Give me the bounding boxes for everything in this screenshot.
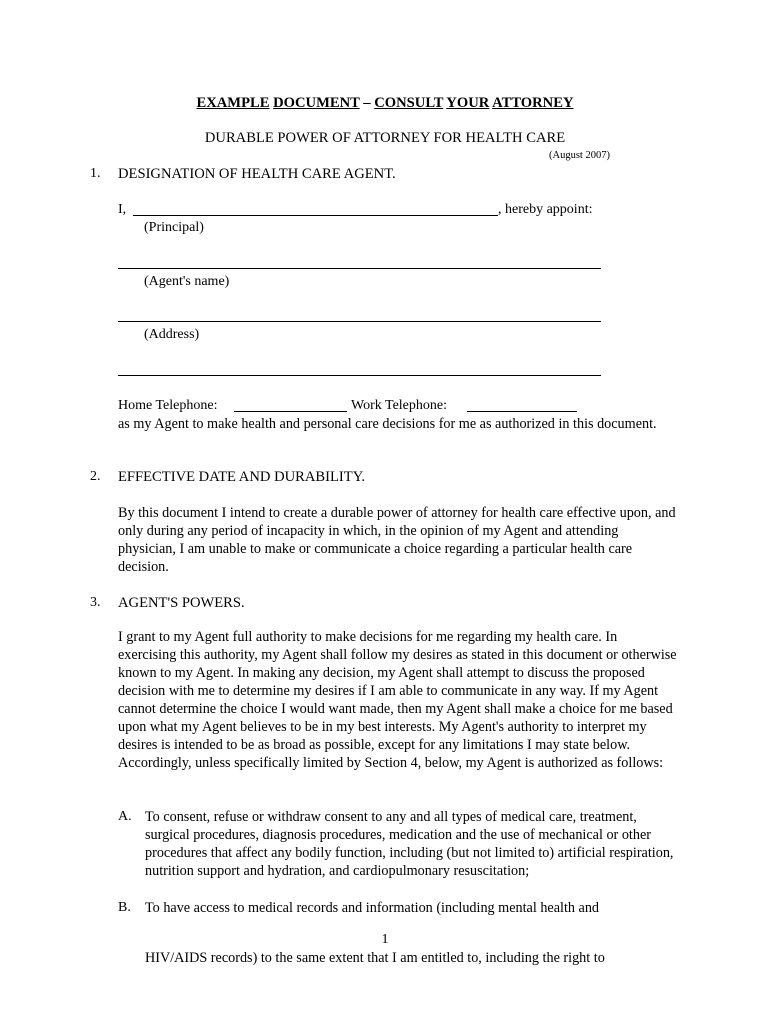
section-3-number: 3. xyxy=(90,595,101,610)
section-3-heading: AGENT'S POWERS. xyxy=(118,595,245,611)
section-3-body: I grant to my Agent full authority to make decisions for me regarding my health care. In exercising this authority, my Agent shall follow my desires as stated in this document or otherwise known to my Agent. In making any decision, my Agent shall attempt to discuss the proposed decision with me to determine my desires if I am able to communicate in any way. If my Agent cannot determine the choice I would want made, then my Agent shall make a choice for me based upon what my Agent believes to be in my best interests. My Agent's authority to interpret my desires is intended to be as broad as possible, except for any limitations I may state below. Accordingly, unless specifically limited by Section 4, below, my Agent is authorized as follows: xyxy=(118,629,677,771)
appoint-text: , hereby appoint: xyxy=(498,202,593,217)
section-2-body: By this document I intend to create a durable power of attorney for health care effective upon, and only during any period of incapacity in which, in the opinion of my Agent and attending physician, I am unable to make or communicate a choice regarding a particular health care decision. xyxy=(118,505,676,575)
document-title xyxy=(0,94,770,112)
title-word: CONSULT xyxy=(374,95,444,111)
section-2-heading: EFFECTIVE DATE AND DURABILITY. xyxy=(118,469,366,485)
agent-name-label: (Agent's name) xyxy=(144,274,230,289)
list-item-a-letter: A. xyxy=(118,809,132,824)
title-word: YOUR xyxy=(446,95,490,111)
section-1-heading: DESIGNATION OF HEALTH CARE AGENT. xyxy=(118,166,396,182)
principal-name-field[interactable] xyxy=(133,215,498,216)
title-word: DOCUMENT xyxy=(273,95,360,111)
agent-name-field[interactable] xyxy=(118,268,601,269)
document-date: (August 2007) xyxy=(549,150,610,161)
continuation-text: HIV/AIDS records) to the same extent that I am entitled to, including the right to xyxy=(145,950,605,966)
address-field[interactable] xyxy=(118,321,601,322)
title-word: ATTORNEY xyxy=(492,95,574,111)
section-2-number: 2. xyxy=(90,469,101,484)
section-1-body: as my Agent to make health and personal care decisions for me as authorized in this document. xyxy=(118,416,657,432)
address-field-2[interactable] xyxy=(118,375,601,376)
home-phone-label: Home Telephone: xyxy=(118,398,218,413)
home-phone-field[interactable] xyxy=(234,411,347,412)
principal-label: (Principal) xyxy=(144,220,204,235)
work-phone-label: Work Telephone: xyxy=(351,398,447,413)
principal-prefix: I, xyxy=(118,202,127,217)
title-word: EXAMPLE xyxy=(196,95,270,111)
list-item-b-text: To have access to medical records and information (including mental health and xyxy=(145,900,600,916)
page-number: 1 xyxy=(381,932,389,947)
list-item-a-text: To consent, refuse or withdraw consent to any and all types of medical care, treatment, surgical procedures, diagnosis procedures, medication and the use of mechanical or other procedures that affect any bodily function, including (but not limited to) artificial respiration, nutrition support and hydration, and cardiopulmonary resuscitation; xyxy=(145,809,674,879)
document-subtitle: DURABLE POWER OF ATTORNEY FOR HEALTH CARE xyxy=(204,130,566,146)
address-label: (Address) xyxy=(144,327,200,342)
list-item-b-letter: B. xyxy=(118,900,131,915)
work-phone-field[interactable] xyxy=(467,411,577,412)
section-1-number: 1. xyxy=(90,166,101,181)
title-dash: – xyxy=(363,95,371,111)
